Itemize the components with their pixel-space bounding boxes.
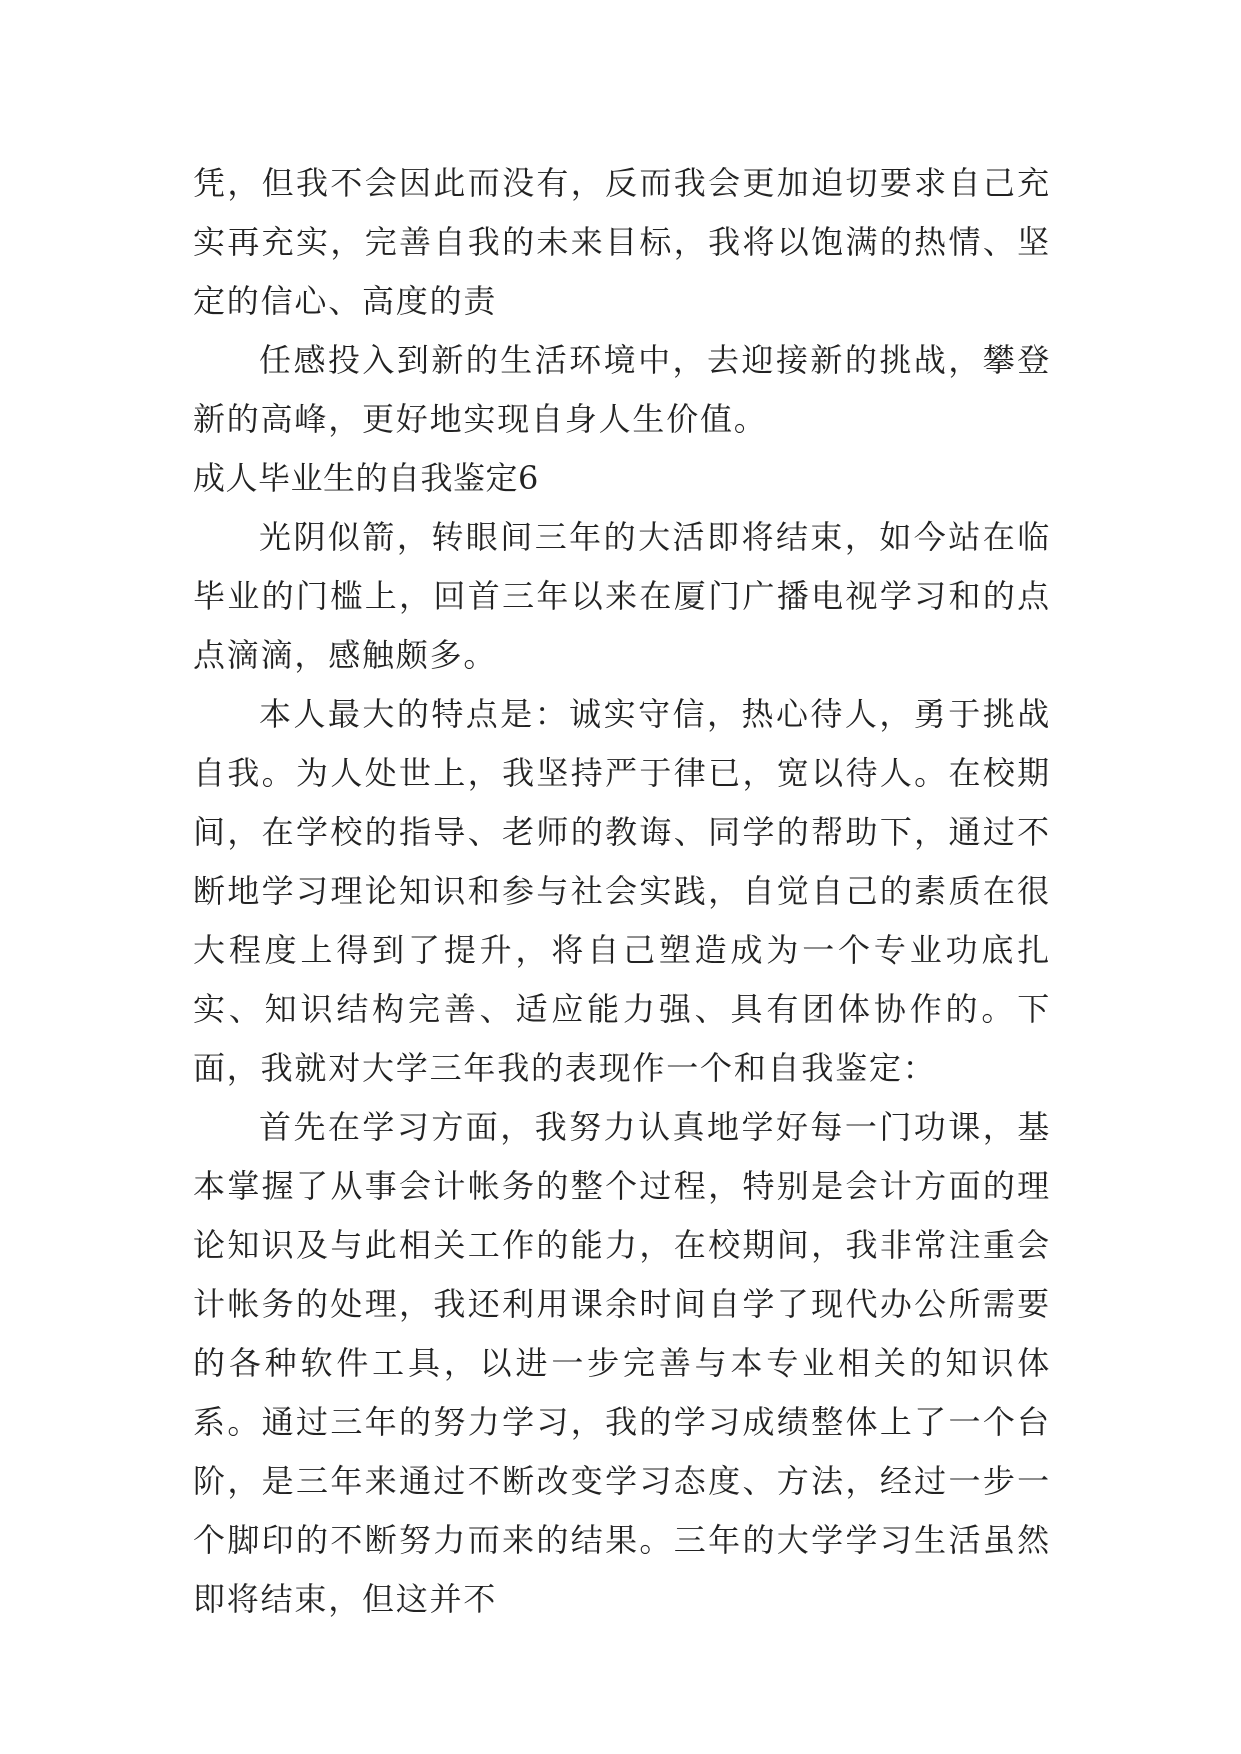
paragraph-study: 首先在学习方面，我努力认真地学好每一门功课，基本掌握了从事会计帐务的整个过程，特别是会计方面的理论知识及与此相关工作的能力，在校期间，我非常注重会计帐务的处理，我还利用课余时间自学了现代办公所需要的各种软件工具，以进一步完善与本专业相关的知识体系。通过三年的努力学习，我的学习成绩整体上了一个台阶，是三年来通过不断改变学习态度、方法，经过一步一个脚印的不断努力而来的结果。三年的大学学习生活虽然即将结束，但这并不 [193,1108,1051,1618]
paragraph-continuation-end: 任感投入到新的生活环境中，去迎接新的挑战，攀登新的高峰，更好地实现自身人生价值。 [193,341,1051,438]
paragraph-intro: 光阴似箭，转眼间三年的大活即将结束，如今站在临毕业的门槛上，回首三年以来在厦门广播电视学习和的点点滴滴，感触颇多。 [193,518,1051,674]
paragraph-traits: 本人最大的特点是：诚实守信，热心待人，勇于挑战自我。为人处世上，我坚持严于律已，宽以待人。在校期间，在学校的指导、老师的教诲、同学的帮助下，通过不断地学习理论知识和参与社会实践，自觉自己的素质在很大程度上得到了提升，将自己塑造成为一个专业功底扎实、知识结构完善、适应能力强、具有团体协作的。下面，我就对大学三年我的表现作一个和自我鉴定： [193,695,1051,1087]
document-body [193,154,1051,1629]
section-heading: 成人毕业生的自我鉴定6 [193,459,539,497]
paragraph-continuation: 凭，但我不会因此而没有，反而我会更加迫切要求自己充实再充实，完善自我的未来目标，我将以饱满的热情、坚定的信心、高度的责 [193,164,1051,320]
